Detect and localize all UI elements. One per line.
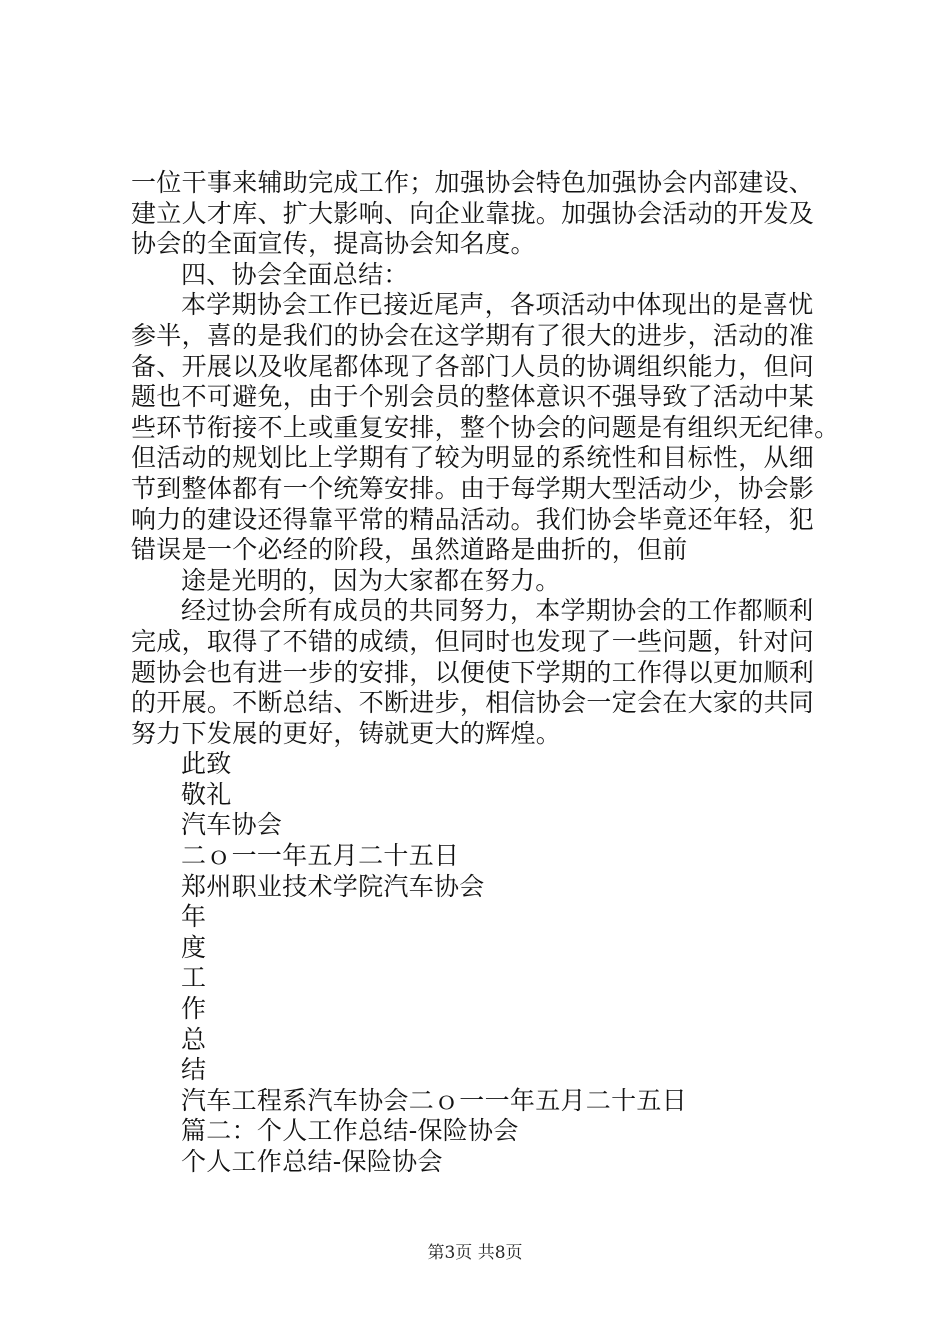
- text-line: 经过协会所有成员的共同努力，本学期协会的工作都顺利: [181, 596, 814, 626]
- closing-line: 此致: [181, 749, 232, 779]
- text-line: 年: [181, 902, 207, 932]
- text-line: 总: [181, 1024, 207, 1054]
- text-line: 本学期协会工作已接近尾声，各项活动中体现出的是喜忧: [181, 290, 814, 320]
- text-line: 汽车工程系汽车协会二ｏ一一年五月二十五日: [181, 1085, 688, 1115]
- text-line: 的开展。不断总结、不断进步，相信协会一定会在大家的共同: [131, 688, 815, 718]
- text-line: 节到整体都有一个统筹安排。由于每学期大型活动少，协会影: [131, 473, 815, 503]
- date-line: 二ｏ一一年五月二十五日: [181, 841, 460, 871]
- section-heading: 四、协会全面总结：: [181, 259, 409, 289]
- text-line: 题协会也有进一步的安排，以便使下学期的工作得以更加顺利: [131, 657, 815, 687]
- text-line: 备、开展以及收尾都体现了各部门人员的协调组织能力，但问: [131, 351, 815, 381]
- document-body: [131, 168, 840, 1178]
- text-line: 完成，取得了不错的成绩，但同时也发现了一些问题，针对问: [131, 626, 815, 656]
- closing-line: 敬礼: [181, 779, 232, 809]
- text-line: 个人工作总结-保险协会: [181, 1147, 443, 1176]
- text-line: 努力下发展的更好，铸就更大的辉煌。: [131, 718, 562, 748]
- text-line: 协会的全面宣传，提高协会知名度。: [131, 229, 536, 259]
- text-line: 题也不可避免，由于个别会员的整体意识不强导致了活动中某: [131, 382, 815, 412]
- text-line: 建立人才库、扩大影响、向企业靠拢。加强协会活动的开发及: [131, 198, 815, 228]
- text-line: 些环节衔接不上或重复安排，整个协会的问题是有组织无纪律。: [131, 412, 840, 442]
- text-line: 一位干事来辅助完成工作；加强协会特色加强协会内部建设、: [131, 168, 815, 197]
- text-line: 错误是一个必经的阶段，虽然道路是曲折的，但前: [131, 535, 688, 565]
- text-line: 郑州职业技术学院汽车协会: [181, 871, 485, 901]
- signature-line: 汽车协会: [181, 810, 283, 840]
- text-line: 度: [181, 932, 207, 962]
- text-line: 工: [181, 963, 207, 993]
- text-line: 途是光明的，因为大家都在努力。: [181, 565, 561, 595]
- text-line: 参半，喜的是我们的协会在这学期有了很大的进步，活动的准: [131, 320, 815, 350]
- chapter-heading: 篇二：个人工作总结-保险协会: [181, 1116, 519, 1146]
- text-line: 响力的建设还得靠平常的精品活动。我们协会毕竟还年轻，犯: [131, 504, 815, 534]
- text-line: 作: [181, 994, 207, 1024]
- text-line: 但活动的规划比上学期有了较为明显的系统性和目标性，从细: [131, 443, 815, 473]
- page-footer: 第3页 共8页: [427, 1243, 523, 1263]
- text-line: 结: [181, 1055, 207, 1085]
